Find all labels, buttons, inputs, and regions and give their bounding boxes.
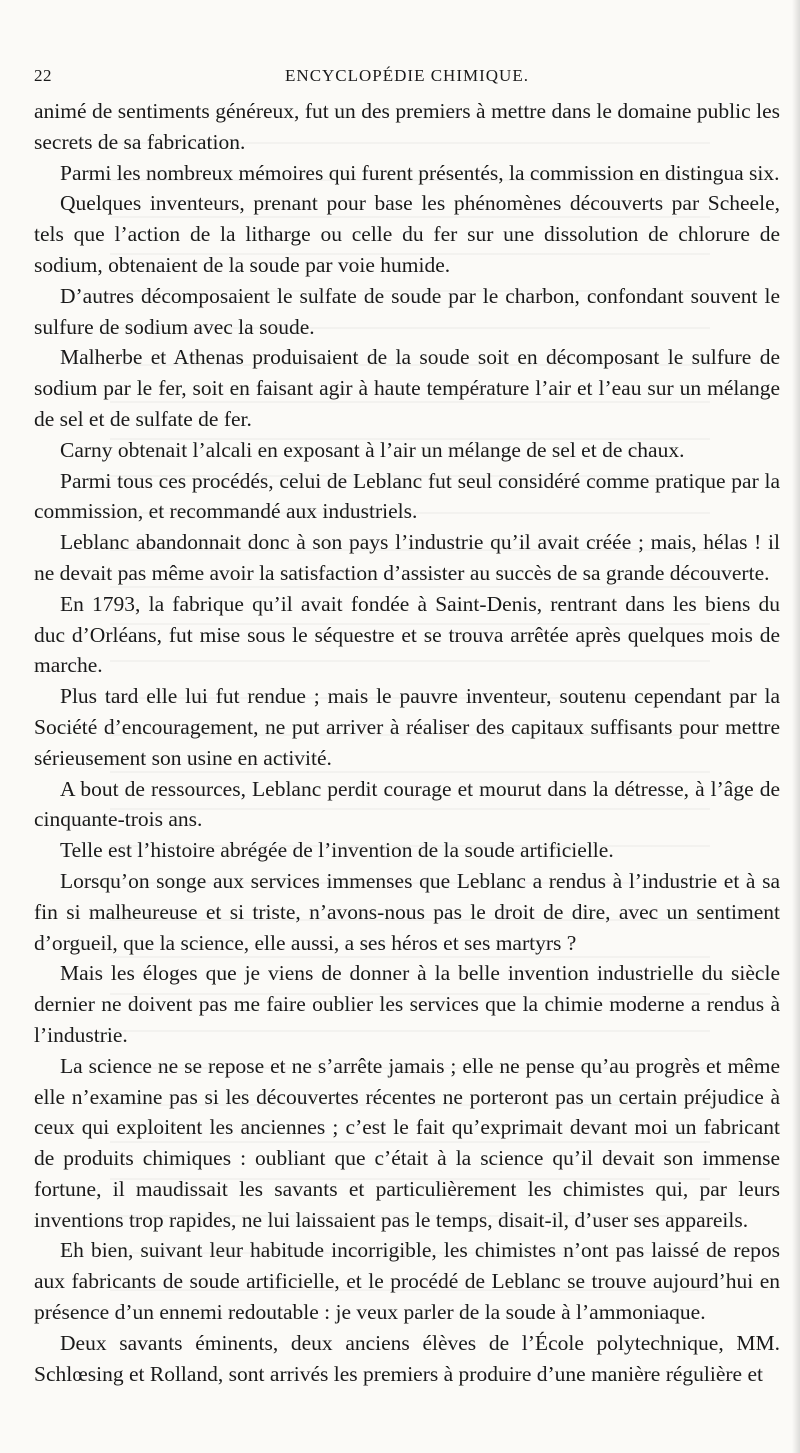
- paragraph: En 1793, la fabrique qu’il avait fondée à Saint-Denis, rentrant dans les biens du duc d’Orléans, fut mise sous le séquestre et se trouva arrêtée après quelques mois de marche.: [34, 591, 780, 678]
- paragraph: Parmi tous ces procédés, celui de Leblanc fut seul considéré comme pratique par la commission, et recommandé aux industriels.: [34, 468, 780, 524]
- paragraph: Malherbe et Athenas produisaient de la soude soit en décomposant le sulfure de sodium par le fer, soit en faisant agir à haute température l’air et l’eau sur un mélange de sel et de sulfate de fer.: [34, 345, 780, 431]
- paragraph: Deux savants éminents, deux anciens élèves de l’École polytechnique, MM. Schlœsing et Rolland, sont arrivés les premiers à produire d’une manière régulière et: [34, 1330, 780, 1386]
- paragraph: Parmi les nombreux mémoires qui furent présentés, la commission en distingua six.: [60, 160, 780, 185]
- paragraph: Eh bien, suivant leur habitude incorrigible, les chimistes n’ont pas laissé de repos aux fabricants de soude artificielle, et le procédé de Leblanc se trouve aujourd’hui en présence d’un ennemi redoutable : je veux parler de la soude à l’ammoniaque.: [34, 1238, 780, 1325]
- page-header: [34, 66, 780, 90]
- paragraph: D’autres décomposaient le sulfate de soude par le charbon, confondant souvent le sulfure de sodium avec la soude.: [34, 283, 780, 339]
- paragraph: La science ne se repose et ne s’arrête jamais ; elle ne pense qu’au progrès et même elle n’examine pas si les découvertes récentes ne porteront pas un certain préjudice à ceux qui exploitent les anciennes ; c’est le fait qu’exprimait devant moi un fabricant de produits chimiques : oubliant que c’était à la science qu’il devait son immense fortune, il maudissait les savants et particulièrement les chimistes qui, par leurs inventions trop rapides, ne lui laissaient pas le temps, disait-il, d’user ses appareils.: [34, 1053, 780, 1232]
- page-number: 22: [34, 66, 52, 85]
- paragraph: Plus tard elle lui fut rendue ; mais le pauvre inventeur, soutenu cependant par la Société d’encouragement, ne put arriver à réaliser des capitaux suffisants pour mettre sérieusement son usine en activité.: [34, 684, 780, 770]
- body-text: [34, 96, 780, 1389]
- page-edge-shadow: [792, 0, 800, 1453]
- paragraph: Mais les éloges que je viens de donner à la belle invention industrielle du siècle dernier ne doivent pas me faire oublier les services que la chimie moderne a rendus à l’industrie.: [34, 961, 780, 1047]
- running-title: ENCYCLOPÉDIE CHIMIQUE.: [285, 66, 529, 85]
- paragraph: Quelques inventeurs, prenant pour base les phénomènes découverts par Scheele, tels que l’action de la litharge ou celle du fer sur une dissolution de chlorure de sodium, obtenaient de la soude par voie humide.: [34, 191, 780, 277]
- paragraph: animé de sentiments généreux, fut un des premiers à mettre dans le domaine public les secrets de sa fabrication.: [34, 99, 780, 154]
- paragraph: Leblanc abandonnait donc à son pays l’industrie qu’il avait créée ; mais, hélas ! il ne devait pas même avoir la satisfaction d’assister au succès de sa grande découverte.: [34, 530, 780, 585]
- paragraph: Carny obtenait l’alcali en exposant à l’air un mélange de sel et de chaux.: [60, 437, 685, 462]
- paragraph: Lorsqu’on songe aux services immenses que Leblanc a rendus à l’industrie et à sa fin si malheureuse et si triste, n’avons-nous pas le droit de dire, avec un sentiment d’orgueil, que la science, elle aussi, a ses héros et ses martyrs ?: [34, 868, 780, 955]
- paragraph: A bout de ressources, Leblanc perdit courage et mourut dans la détresse, à l’âge de cinquante-trois ans.: [34, 776, 780, 832]
- paragraph: Telle est l’histoire abrégée de l’invention de la soude artificielle.: [60, 838, 614, 863]
